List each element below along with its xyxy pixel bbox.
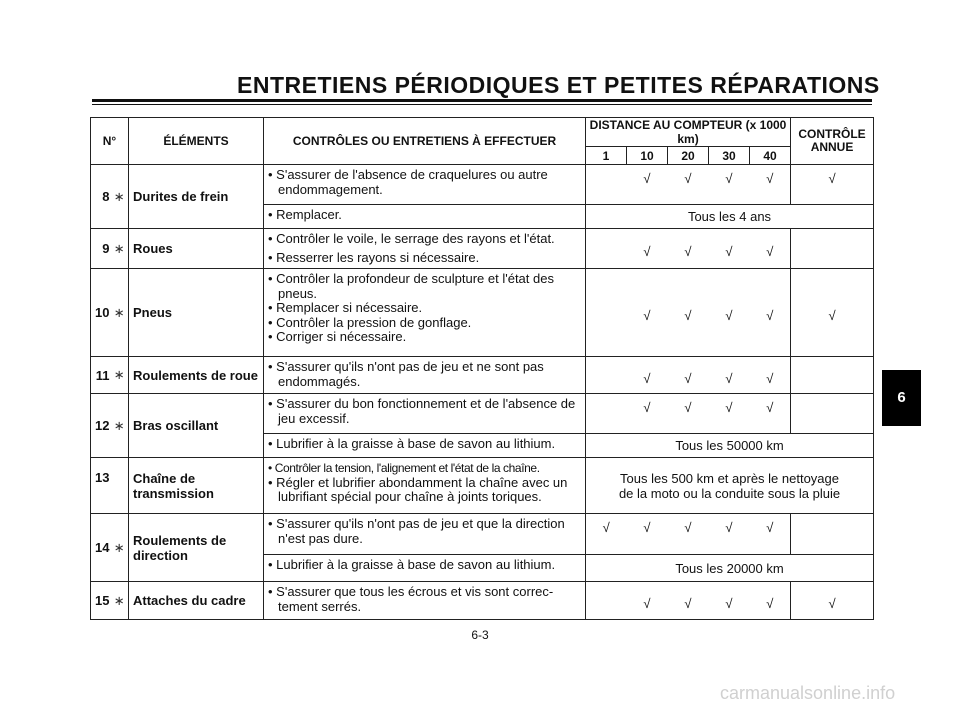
header-km-30: 30: [709, 147, 750, 165]
row-number: 14: [91, 514, 111, 582]
check-mark: √: [668, 514, 709, 555]
control-text: • Lubrifier à la graisse à base de savon au lithium.: [264, 555, 586, 582]
table-row: [91, 229, 874, 269]
interval-text: Tous les 50000 km: [586, 434, 874, 458]
check-mark: √: [709, 269, 750, 357]
header-elements: ÉLÉMENTS: [129, 118, 264, 165]
header-annual: CONTRÔLE ANNUE: [791, 118, 874, 165]
asterisk-cell: [111, 458, 129, 514]
check-mark: √: [627, 394, 668, 434]
table-row: [91, 458, 874, 514]
check-mark: √: [750, 582, 791, 620]
row-number: 15: [91, 582, 111, 620]
element-name: Roulements de roue: [129, 357, 264, 394]
check-mark: √: [709, 357, 750, 394]
title-rule-thin: [92, 104, 872, 105]
asterisk-icon: ∗: [111, 229, 129, 269]
check-mark: √: [750, 165, 791, 205]
check-mark: √: [627, 357, 668, 394]
row-number: 9: [91, 229, 111, 269]
interval-text: Tous les 20000 km: [586, 555, 874, 582]
row-number: 8: [91, 165, 111, 229]
check-mark: √: [668, 269, 709, 357]
header-km-20: 20: [668, 147, 709, 165]
header-km-40: 40: [750, 147, 791, 165]
check-mark: √: [750, 394, 791, 434]
check-mark: √: [750, 357, 791, 394]
element-name: Attaches du cadre: [129, 582, 264, 620]
check-mark: √: [709, 394, 750, 434]
check-mark: [791, 394, 874, 434]
asterisk-icon: ∗: [111, 514, 129, 582]
element-name: Chaîne de transmission: [129, 458, 264, 514]
check-mark: √: [668, 582, 709, 620]
check-mark: [586, 394, 627, 434]
element-name: Durites de frein: [129, 165, 264, 229]
table-row: [91, 165, 874, 205]
row-number: 12: [91, 394, 111, 458]
control-text: • Contrôler la profondeur de sculpture et l'état des pneus. • Remplacer si nécessaire. • Contrôler la pression de gonflage. • Corriger si nécessaire.: [264, 269, 586, 357]
header-km-10: 10: [627, 147, 668, 165]
control-text: • S'assurer du bon fonctionnement et de l'absence de jeu excessif.: [264, 394, 586, 434]
check-mark: [791, 357, 874, 394]
table-row: [91, 394, 874, 434]
table-row: [91, 514, 874, 555]
check-mark: √: [791, 269, 874, 357]
control-text: • Contrôler la tension, l'alignement et l'état de la chaîne. • Régler et lubrifier abondamment la chaîne avec un lubrifiant spécial pour chaîne à joints toriques.: [264, 458, 586, 514]
maintenance-table: [90, 117, 874, 620]
chapter-tab: 6: [882, 370, 921, 426]
interval-text: Tous les 500 km et après le nettoyage de la moto ou la conduite sous la pluie: [586, 458, 874, 514]
check-mark: √: [627, 269, 668, 357]
check-mark: √: [627, 582, 668, 620]
check-mark: [586, 269, 627, 357]
table-row: [91, 269, 874, 357]
element-name: Roues: [129, 229, 264, 269]
control-text: • S'assurer de l'absence de craquelures ou autre endommagement.: [264, 165, 586, 205]
table-row: [91, 357, 874, 394]
row-number: 11: [91, 357, 111, 394]
check-mark: [791, 514, 874, 555]
check-mark: [586, 229, 627, 269]
check-mark: √: [668, 165, 709, 205]
check-mark: √: [709, 582, 750, 620]
asterisk-icon: ∗: [111, 357, 129, 394]
asterisk-icon: ∗: [111, 394, 129, 458]
check-mark: √: [750, 229, 791, 269]
control-text: • Lubrifier à la graisse à base de savon au lithium.: [264, 434, 586, 458]
check-mark: √: [709, 165, 750, 205]
element-name: Bras oscillant: [129, 394, 264, 458]
control-text: • S'assurer que tous les écrous et vis sont correc- tement serrés.: [264, 582, 586, 620]
check-mark: √: [791, 165, 874, 205]
asterisk-icon: ∗: [111, 269, 129, 357]
check-mark: [586, 165, 627, 205]
check-mark: [791, 229, 874, 269]
row-number: 10: [91, 269, 111, 357]
check-mark: √: [750, 269, 791, 357]
check-mark: √: [709, 514, 750, 555]
page-title: ENTRETIENS PÉRIODIQUES ET PETITES RÉPARATIONS: [237, 72, 880, 98]
title-rule: [92, 99, 872, 102]
header-km-1: 1: [586, 147, 627, 165]
check-mark: √: [668, 394, 709, 434]
control-text: • Remplacer.: [264, 205, 586, 229]
asterisk-icon: ∗: [111, 165, 129, 229]
element-name: Pneus: [129, 269, 264, 357]
check-mark: √: [627, 514, 668, 555]
header-distance: DISTANCE AU COMPTEUR (x 1000 km): [586, 118, 791, 147]
row-number: 13: [91, 458, 111, 514]
asterisk-icon: ∗: [111, 582, 129, 620]
header-number: N°: [91, 118, 129, 165]
control-text: • S'assurer qu'ils n'ont pas de jeu et que la direction n'est pas dure.: [264, 514, 586, 555]
check-mark: √: [791, 582, 874, 620]
page-number: 6-3: [471, 628, 489, 642]
control-text: • S'assurer qu'ils n'ont pas de jeu et ne sont pas endommagés.: [264, 357, 586, 394]
check-mark: √: [627, 165, 668, 205]
check-mark: √: [709, 229, 750, 269]
check-mark: √: [668, 357, 709, 394]
check-mark: √: [750, 514, 791, 555]
header-controls: CONTRÔLES OU ENTRETIENS À EFFECTUER: [264, 118, 586, 165]
check-mark: [586, 582, 627, 620]
watermark: carmanualsonline.info: [720, 683, 896, 703]
check-mark: [586, 357, 627, 394]
check-mark: √: [586, 514, 627, 555]
element-name: Roulements de direction: [129, 514, 264, 582]
check-mark: √: [627, 229, 668, 269]
interval-text: Tous les 4 ans: [586, 205, 874, 229]
check-mark: √: [668, 229, 709, 269]
table-row: [91, 582, 874, 620]
control-text: • Contrôler le voile, le serrage des rayons et l'état. • Resserrer les rayons si nécessaire.: [264, 229, 586, 269]
